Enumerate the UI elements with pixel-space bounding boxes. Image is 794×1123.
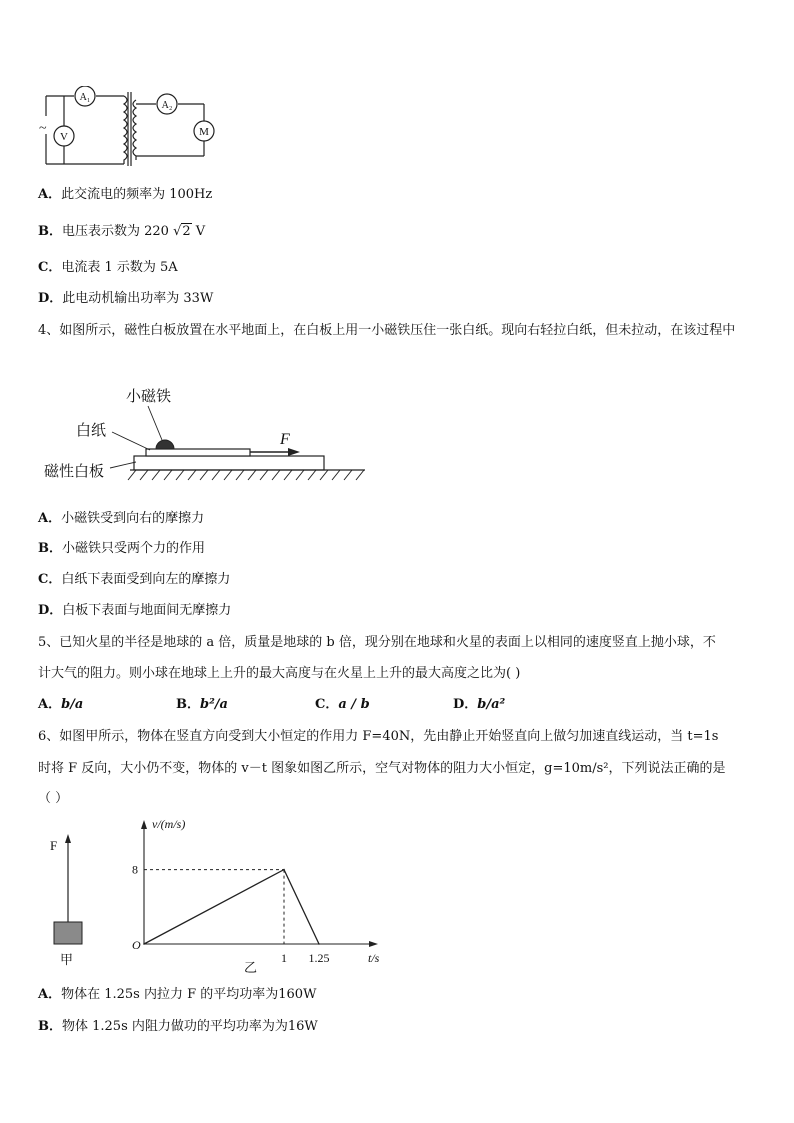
q6-stem-line-3: （ ） [38,791,69,806]
option-text: 电流表 1 示数为 5A [61,260,178,275]
velocity-series-line [144,870,319,944]
chart-labels [132,818,380,975]
option-text: 此电动机输出功率为 33W [62,291,214,306]
option-text: 此交流电的频率为 100Hz [61,187,213,202]
q6-stem-line-2: 时将 F 反向，大小仍不变，物体的 v－t 图象如图乙所示，空气对物体的阻力大小恒定，g=10m/s²，下列说法正确的是 [38,761,726,776]
option-text: a / b [338,697,370,712]
y-tick-label: 8 [132,862,138,877]
y-axis-label: v/(m/s) [152,818,186,831]
voltmeter-label: V [60,131,68,143]
q4-option-c[interactable] [38,572,230,588]
x-tick-label: 1.25 [308,951,330,965]
option-letter: B． [38,1019,62,1034]
board-label: 磁性白板 [44,464,105,480]
option-letter: D． [38,603,63,618]
option-letter: A． [38,697,62,712]
q4-option-a[interactable] [38,511,204,527]
q6-stem-line-1: 6、如图甲所示，物体在竖直方向受到大小恒定的作用力 F=40N，先由静止开始竖直向上做匀加速直线运动，当 t=1s [38,729,719,744]
q4-option-d[interactable] [38,603,231,619]
q5-stem-line-1: 5、已知火星的半径是地球的 a 倍，质量是地球的 b 倍，现分别在地球和火星的表面上以相同的速度竖直上抛小球，不 [38,635,716,650]
ground-hatching [128,470,364,480]
option-text: 小磁铁只受两个力的作用 [62,541,206,556]
option-text: b²/a [200,697,228,712]
option-text: 白板下表面与地面间无摩擦力 [62,603,232,618]
q3-option-b[interactable] [38,224,205,240]
q3-option-d[interactable] [38,291,213,307]
chart-axes [141,820,378,947]
option-letter: A． [38,511,62,526]
option-letter: A． [38,187,62,202]
option-letter: B． [176,697,200,712]
q5-option-c[interactable] [315,697,370,713]
q3-option-c[interactable] [38,260,178,276]
chart-series [143,869,320,945]
x-axis-arrowhead [369,941,378,947]
option-letter: A． [38,987,62,1002]
option-letter: D． [453,697,478,712]
option-letter: C． [38,260,62,275]
q4-stem: 4、如图所示，磁性白板放置在水平地面上，在白板上用一小磁铁压住一张白纸。现向右轻拉白纸，但未拉动，在该过程中 [38,323,736,338]
force-f-label: F [50,838,58,853]
force-arrow [250,448,300,456]
radicand: 2 [182,224,191,239]
q4-option-b[interactable] [38,541,205,557]
figure-yi-caption: 乙 [244,960,258,975]
motor-label: M [199,126,209,138]
magnet-board-figure [40,384,380,496]
magnet-label: 小磁铁 [126,389,172,405]
x-axis-label: t/s [368,951,380,965]
q3-option-a[interactable] [38,187,212,203]
origin-label: O [132,938,141,952]
q5-option-b[interactable] [176,697,228,713]
data-point [318,943,320,945]
option-text: 物体 1.25s 内阻力做功的平均功率为为16W [62,1019,318,1034]
q5-option-d[interactable] [453,697,505,713]
option-letter: B． [38,541,62,556]
q5-option-a[interactable] [38,697,83,713]
block-object [54,922,82,944]
option-letter: C． [315,697,339,712]
transformer-circuit-figure [36,86,220,168]
option-text: b/a [61,697,84,712]
x-tick-label: 1 [281,951,287,965]
magnet-shape [156,440,174,449]
q5-stem-line-2: 计大气的阻力。则小球在地球上上升的最大高度与在火星上上升的最大高度之比为( ) [38,666,521,681]
q6-option-a[interactable] [38,987,316,1003]
y-axis-arrowhead [141,820,147,829]
q6-option-b[interactable] [38,1019,318,1035]
force-label: F [280,431,290,448]
square-root-symbol: √2 [173,224,191,239]
option-text: b/a² [477,697,506,712]
option-text: 电压表示数为 220 [62,224,169,239]
ac-source-symbol: ~ [39,121,47,136]
option-unit: V [191,224,206,239]
ammeter-2-label: A₂ [161,100,173,111]
option-text: 白纸下表面受到向左的摩擦力 [61,572,231,587]
option-letter: D． [38,291,63,306]
option-text: 物体在 1.25s 内拉力 F 的平均功率为160W [61,987,317,1002]
vt-chart [130,818,390,976]
data-point [283,869,285,871]
figure-jia-caption: 甲 [60,952,74,967]
paper-label: 白纸 [76,423,107,439]
option-letter: C． [38,572,62,587]
data-point [143,943,145,945]
option-text: 小磁铁受到向右的摩擦力 [61,511,205,526]
option-letter: B． [38,224,62,239]
figure-jia [40,830,100,968]
ammeter-1-label: A₁ [79,92,91,103]
force-arrowhead [65,834,71,843]
